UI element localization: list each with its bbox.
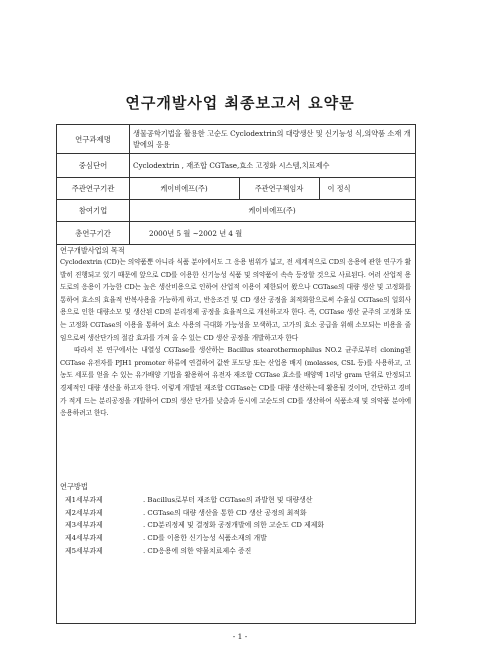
purpose-paragraph-2: 따라서 본 연구에서는 내열성 CGTase를 생산하는 Bacillus stearothermophilus NO.2 균주로부터 cloning된 CGTase 유전자를 PJH1 promoter 하류에 연결하여 값싼 포도당 또는 산업용 배지 (molasses, CSL 등)를 사용하고, 고농도 세포를 얻을 수 있는 유가배양 기법을 활용하여 유전자 재조합 CGTase 효소를 배양액 1리당 gram 단위로 안정되고 경제적인 대량 생산을 하고자 한다. 이렇게 개발된 재조합 CGTase는 CD를 대량 생산하는데 활용될 것이며, 간단하고 경비가 적게 드는 분리공정을 개발하여 CD의 생산 단가를 낮춤과 동시에 고순도의 CD를 생산하여 식품소재 및 의약품 분야에 응용하려고 한다. — [60, 346, 411, 418]
methods-section — [57, 481, 415, 557]
method-item — [57, 507, 415, 520]
method-key: 제2세부과제 — [65, 508, 103, 517]
purpose-heading: 연구개발사업의 목적 — [60, 246, 125, 255]
project-name-value: 생물공학기법을 활용한 고순도 Cyclodextrin의 대량생산 및 신기능성 식,의약품 소재 개발에의 응용 — [133, 129, 411, 149]
row-period — [57, 222, 415, 245]
row-keywords — [57, 154, 415, 178]
pi-name: 이 정식 — [327, 183, 351, 193]
keywords-label: 중심단어 — [57, 154, 130, 177]
summary-sheet — [56, 124, 416, 624]
method-value: . CGTase의 대량 생산을 통한 CD 생산 공정의 최적화 — [143, 508, 307, 517]
method-value: . CD분리정제 및 결정화 공정개발에 의한 고순도 CD 제제화 — [143, 521, 325, 530]
page-number: - 1 - — [232, 632, 248, 641]
keywords-value: Cyclodextrin , 재조합 CGTase,효소 고정화 시스템,치료제수 — [133, 161, 330, 170]
row-participant — [57, 200, 415, 222]
method-key: 제5세부과제 — [65, 546, 103, 555]
row-project-name — [57, 125, 415, 154]
lead-org-label: 주관연구기관 — [57, 178, 130, 199]
method-key: 제1세부과제 — [65, 496, 103, 504]
method-item — [57, 494, 415, 507]
method-value: . CD를 이용한 신기능성 식품소재의 개발 — [143, 534, 267, 543]
purpose-paragraph-1: Cyclodextrin (CD)는 의약품뿐 아니라 식품 분야에서도 그 응용 범위가 넓고, 전 세계적으로 CD의 응용에 관한 연구가 활발히 진행되고 있기 때문에 앞으로 CD를 이용한 신기능성 식품 및 의약품이 속속 등장할 것으로 사료된다. 여러 산업적 용도로의 응용이 가능한 CD는 높은 생산비용으로 인하여 산업적 이용이 제한되어 왔으나 CGTase의 대량 생산 및 고정화를 통하여 효소의 효율적 반복사용을 가능하게 하고, 반응조건 및 CD 생산 공정을 최적화함으로써 수율실 CGTase의 일회사용으로 인한 대량소모 및 생산된 CD의 분리정제 공정을 효율적으로 개선하고자 한다. 즉, CGTase 생산 균주의 고정화 또는 고정화 CGTase의 이용을 통하여 효소 사용의 극대화 가능성을 모색하고, 고가의 효소 공급을 위해 소모되는 비용을 줄임으로써 생산단가의 절감 효과를 가져 올 수 있는 CD 생산 공정을 개발하고자 한다 — [60, 258, 411, 342]
method-key: 제3세부과제 — [65, 521, 103, 530]
method-item — [57, 545, 415, 558]
purpose-section — [57, 245, 415, 420]
methods-heading: 연구방법 — [60, 482, 88, 491]
period-value: 2000년 5 월 ~2002 년 4 월 — [149, 228, 243, 238]
method-item — [57, 532, 415, 545]
project-name-label: 연구과제명 — [57, 125, 130, 153]
period-label: 총연구기간 — [57, 222, 130, 244]
method-key: 제4세부과제 — [65, 534, 103, 543]
method-item — [57, 519, 415, 532]
document-title: 연구개발사업 최종보고서 요약문 — [125, 94, 355, 112]
method-value: . CD응용에 의한 약물치료제수 증진 — [143, 546, 252, 555]
lead-org-value: 케이비에프(주) — [160, 183, 208, 193]
participant-value: 케이비에프(주) — [248, 206, 296, 215]
participant-label: 참여기업 — [57, 200, 130, 221]
method-value: . Bacillus로부터 재조합 CGTase의 과발현 및 대량생산 — [143, 496, 313, 504]
pi-label: 주관연구책임자 — [254, 183, 304, 193]
row-lead-org — [57, 178, 415, 200]
